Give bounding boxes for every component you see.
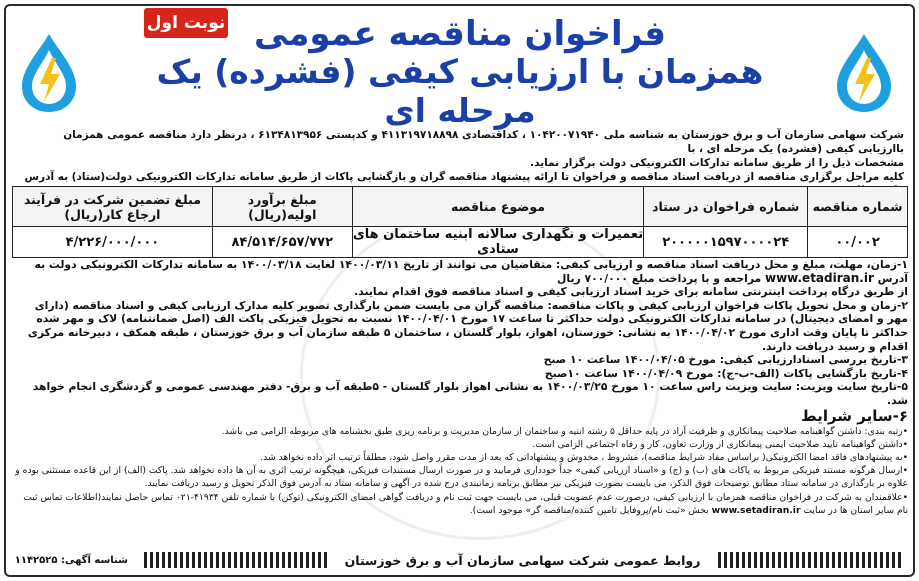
item-3: ۳-تاریخ بررسی اسنادارزیابی کیفی: مورخ ۱۴۰۰/۰۴/۰۵ ساعت ۱۰ صبح (543, 353, 908, 367)
footer-bar (8, 548, 911, 572)
intro-line: مشخصات ذیل را از طریق سامانه تدارکات الکترونیکی دولت برگزار نماید. (530, 157, 904, 169)
col-tender-number: شماره مناقصه (808, 187, 908, 227)
item-text: بخش «ثبت نام/پروفایل تامین کننده/مناقصه گر» موجود است). (469, 504, 709, 516)
cell-estimate: ۸۴/۵۱۴/۶۵۷/۷۷۲ (212, 227, 352, 258)
item-4: ۴-تاریخ بازگشایی پاکات (الف-ب-ج): مورخ ۱۴۰۰/۰۴/۰۹ ساعت ۱۰صبح (544, 366, 908, 380)
water-power-logo-icon (833, 30, 895, 116)
setad-link[interactable]: www.setadiran.ir (711, 504, 801, 516)
other-conditions (12, 425, 908, 517)
cell-setad-number: ۲۰۰۰۰۰۱۵۹۷۰۰۰۰۲۴ (644, 227, 808, 258)
item-5: ۵-تاریخ سایت ویزیت: سایت ویزیت راس ساعت ۱۰ مورخ ۱۴۰۰/۰۳/۲۵ به نشانی اهواز بلوار گلستان - ۵طبقه آب و برق- دفتر مهندسی عمومی و گزدشگری انجام خواهد شد. (32, 380, 908, 407)
etadiran-link[interactable]: www.etadiran.ir (765, 270, 874, 285)
intro-line: شرکت سهامی سازمان آب و برق خوزستان به شناسه ملی ۱۰۴۲۰۰۷۱۹۴۰ ، کداقتصادی ۴۱۱۳۱۹۷۱۸۸۹۸ و کدپستی ۶۱۳۴۸۱۳۹۵۶ ، درنظر دارد مناقصه عمومی همزمان باارزیابی کیفی (فشرده) یک مرحله ای ، با (63, 129, 904, 155)
col-guarantee: مبلغ تضمین شرکت در فرآیند ارجاع کار(ریال) (13, 187, 213, 227)
cell-tender-number: ۰۰/۰۰۲ (808, 227, 908, 258)
condition-bullet: •رتبه بندی: داشتن گواهینامه صلاحیت پیمانکاری و ظرفیت آزاد در پایه حداقل ۵ رشته ابنیه و ساختمان از سازمان مدیریت و برنامه ریزی طبق بخشنامه های مربوطه الزامی می باشد. (221, 425, 908, 437)
condition-bullet (12, 504, 908, 517)
page-title: فراخوان مناقصه عمومی (253, 14, 667, 54)
item-1-cont: از طریق درگاه پرداخت اینترنتی سامانه برای خرید اسناد ارزیابی کیفی و اسناد مناقصه فوق اقدام نمایند. (354, 285, 908, 299)
item-text: مراجعه و با پرداخت مبلغ ۷۰۰/۰۰۰ ریال (557, 271, 762, 285)
col-subject: موضوع مناقصه (352, 187, 643, 227)
page-subtitle: همزمان با ارزیابی کیفی (فشرده) یک مرحله ای (156, 52, 764, 130)
item-2: ۲-زمان و محل تحویل پاکات فراخوان ارزیابی کیفی و پاکات مناقصه: مناقصه گران می بایست ضمن بارگذاری تصویر کلیه مدارک ارزیابی کیفی و اسناد مناقصه (دارای مهر و امضای دیجیتال) در سامانه تدارکات الکترونیکی دولت حداکثر تا ساعت ۱۷ مورخ ۱۴۰۰/۰۴/۰۱ نسبت به تحویل فیزیکی پاکت الف (اصل ضمانتنامه) لاک و مهر شده حداکثر تا پایان وقت اداری مورخ ۱۴۰۰/۰۴/۰۲ به نشانی: خوزستان، اهواز، بلوار گلستان ، ساختمان ۵ طبقه سازمان آب و برق خوزستان ، طبقه همکف ، دبیرخانه مرکزی اقدام و رسید دریافت دارند. (27, 298, 908, 353)
cell-guarantee: ۴/۲۲۶/۰۰۰/۰۰۰ (13, 227, 213, 258)
conditions-body (12, 258, 908, 517)
table-row (13, 227, 908, 258)
item-text: نام سایر استان ها در سایت (803, 504, 908, 516)
decorative-strip (718, 552, 901, 568)
decorative-strip (144, 552, 327, 568)
condition-bullet: •علاقمندان به شرکت در فراخوان مناقصه همزمان با ارزیابی کیفی، درصورت عدم عضویت قبلی، می بایست جهت ثبت نام و دریافت گواهی امضای الکترونیکی (توکن) با شماره تلفن ۴۱۹۳۴-۰۲۱ تماس حاصل نمایند(اطلاعات تماس ثبت (23, 491, 908, 503)
condition-bullet: •ارسال هرگونه مستند فیزیکی مربوط به پاکات های (ب) و (ج) و «اسناد ارزیابی کیفی» جداً خودداری فرمایید و در صورت ارسال مستندات فیزیکی، هیچگونه ترتیب اثری به آن ها داده نخواهد شد. پاکت (الف) از این قاعده مستثنی بوده و علاوه بر بارگذاری در سامانه ستاد مطابق توضیحات فوق الذکر، می بایست بصورت فیزیکی نیز مطابق برنامه زمانبندی درج شده در آگهی و سامانه ستاد به آدرس فوق الذکر تحویل و رسید دریافت نمایند. (15, 465, 908, 490)
cell-subject: تعمیرات و نگهداری سالانه ابنیه ساختمان های ستادی (352, 227, 644, 257)
round-badge: نوبت اول (144, 8, 228, 38)
item-text: ۱-زمان، مهلت، مبلغ و محل دریافت اسناد مناقصه و ارزیابی کیفی: متقاضیان می توانند از تاریخ ۱۴۰۰/۰۳/۱۱ لغایت ۱۴۰۰/۰۳/۱۸ به سامانه تدارکات الکترونیکی دولت به آدرس (34, 258, 908, 285)
publisher-name: روابط عمومی شرکت سهامی سازمان آب و برق خوزستان (344, 552, 701, 568)
item-1 (12, 258, 908, 285)
tender-table (12, 186, 908, 258)
condition-bullet: •به پیشنهادهای فاقد امضا الکترونیکی( براساس مفاد شرایط مناقصه)، مشروط ، مخدوش و پیشنهاداتی که بعد از مدت مقرر واصل شود، مطلقاً ترتیب اثر داده نخواهد شد. (260, 451, 908, 463)
col-setad-number: شماره فراخوان در ستاد (644, 187, 808, 227)
intro-text: کلیه مراحل برگزاری مناقصه از دریافت اسناد مناقصه و فراخوان تا ارائه پیشنهاد مناقصه گران و بازگشایی پاکات از طریق سامانه تدارکات الکترونیکی دولت(ستاد) به آدرس (24, 171, 904, 183)
table-header-row (13, 187, 908, 227)
item-6-heading: ۶-سایر شرایط (801, 406, 908, 425)
water-power-logo-icon (18, 30, 80, 116)
col-estimate: مبلغ برآورد اولیه(ریال) (212, 187, 352, 227)
ad-id: شناسه آگهی: ۱۱۴۲۵۲۵ (14, 554, 128, 566)
condition-bullet: •داشتن گواهینامه تایید صلاحیت ایمنی پیمانکاری از وزارت تعاون، کار و رفاه اجتماعی الزامی است. (532, 438, 908, 450)
